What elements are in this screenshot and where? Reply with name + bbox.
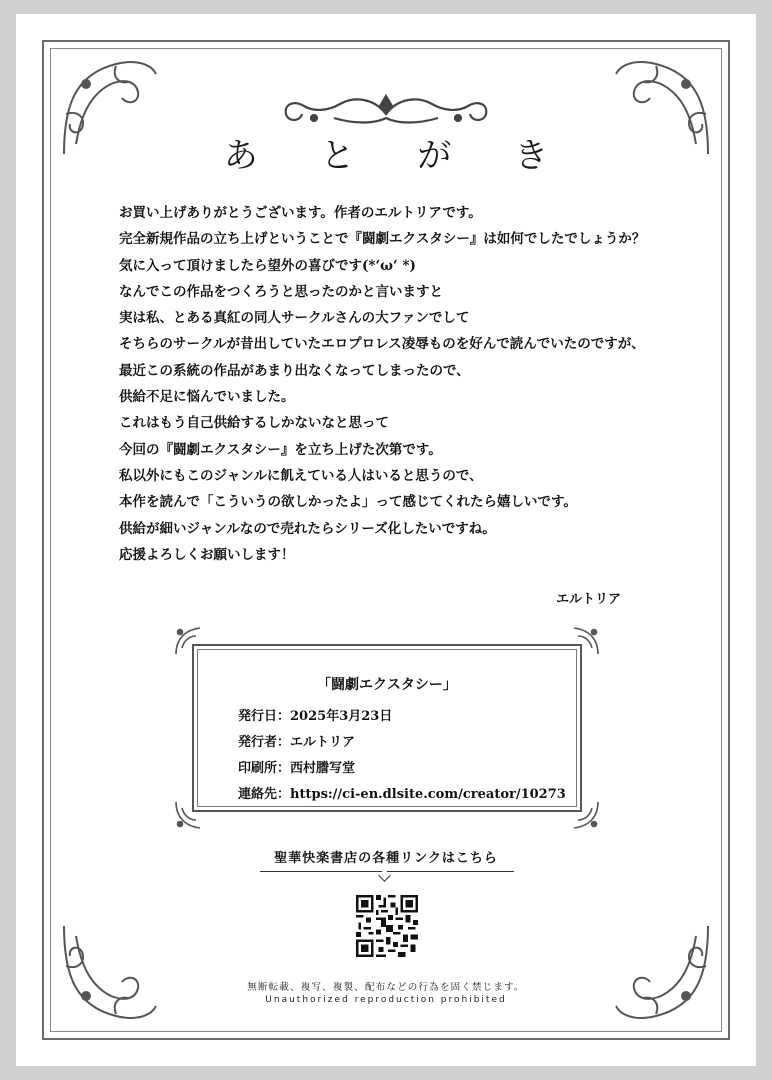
colophon-box [192, 644, 582, 812]
copyright-notice-jp: 無断転載、複写、複製、配布などの行為を固く禁じます。 [247, 982, 525, 993]
corner-ornament-icon [172, 624, 206, 658]
corner-ornament-icon [56, 916, 166, 1026]
body-line: 私以外にもこのジャンルに飢えている人はいると思うので、 [119, 467, 483, 484]
body-line: 供給不足に悩んでいました。 [119, 389, 295, 406]
publisher-label: 発行者： [238, 735, 291, 750]
contact-row [238, 782, 566, 808]
body-line: 応援よろしくお願いします！ [119, 546, 295, 563]
page-title: あ と が き [223, 136, 575, 176]
publish-date-label: 発行日： [238, 709, 291, 724]
body-line: 今回の『闘劇エクスタシー』を立ち上げた次第です。 [119, 441, 442, 458]
corner-ornament-icon [568, 624, 602, 658]
afterword-page [16, 14, 756, 1066]
colophon-title: 「闘劇エクスタシー」 [317, 677, 457, 693]
corner-ornament-icon [568, 798, 602, 832]
body-line: 本作を読んで「こういうの欲しかったよ」って感じてくれたら嬉しいです。 [119, 494, 577, 511]
body-line: お買い上げありがとうございます。作者のエルトリアです。 [119, 205, 482, 221]
body-line: 供給が細いジャンルなので売れたらシリーズ化したいですね。 [119, 520, 496, 537]
corner-ornament-icon [606, 916, 716, 1026]
corner-ornament-icon [172, 798, 206, 832]
body-line: 実は私、とある真紅の同人サークルさんの大ファンでして [119, 310, 470, 327]
contact-link[interactable]: https://ci-en.dlsite.com/creator/10273 [290, 787, 566, 802]
printer-value: 西村謄写堂 [290, 761, 356, 776]
body-line: なんでこの作品をつくろうと思ったのかと言いますと [119, 283, 443, 300]
links-divider [260, 871, 514, 872]
printer-row [238, 756, 566, 782]
afterword-body [119, 200, 679, 568]
publisher-value: エルトリア [290, 735, 356, 750]
body-line: これはもう自己供給するしかないなと思って [119, 415, 389, 432]
body-line: そちらのサークルが昔出していたエロプロレス凌辱ものを好んで読んでいたのですが、 [119, 336, 645, 353]
links-heading: 聖華快楽書店の各種リンクはこちら [274, 851, 498, 866]
copyright-notice-en: Unauthorized reproduction prohibited [265, 995, 507, 1005]
publish-date-value: 2025年3月23日 [290, 709, 393, 724]
body-line: 最近この系統の作品があまり出なくなってしまったので、 [119, 362, 470, 379]
printer-label: 印刷所： [238, 761, 291, 776]
publisher-row [238, 730, 566, 756]
author-signature: エルトリア [556, 592, 622, 607]
publish-date-row [238, 704, 566, 730]
contact-label: 連絡先： [238, 787, 291, 802]
colophon-rows [238, 704, 566, 808]
qr-code-icon[interactable] [356, 895, 418, 957]
body-line: 気に入って頂けましたら望外の喜びです(*‘ω‘ *) [119, 257, 416, 274]
body-line: 完全新規作品の立ち上げということで『闘劇エクスタシー』は如何でしたでしょうか？ [119, 231, 646, 248]
